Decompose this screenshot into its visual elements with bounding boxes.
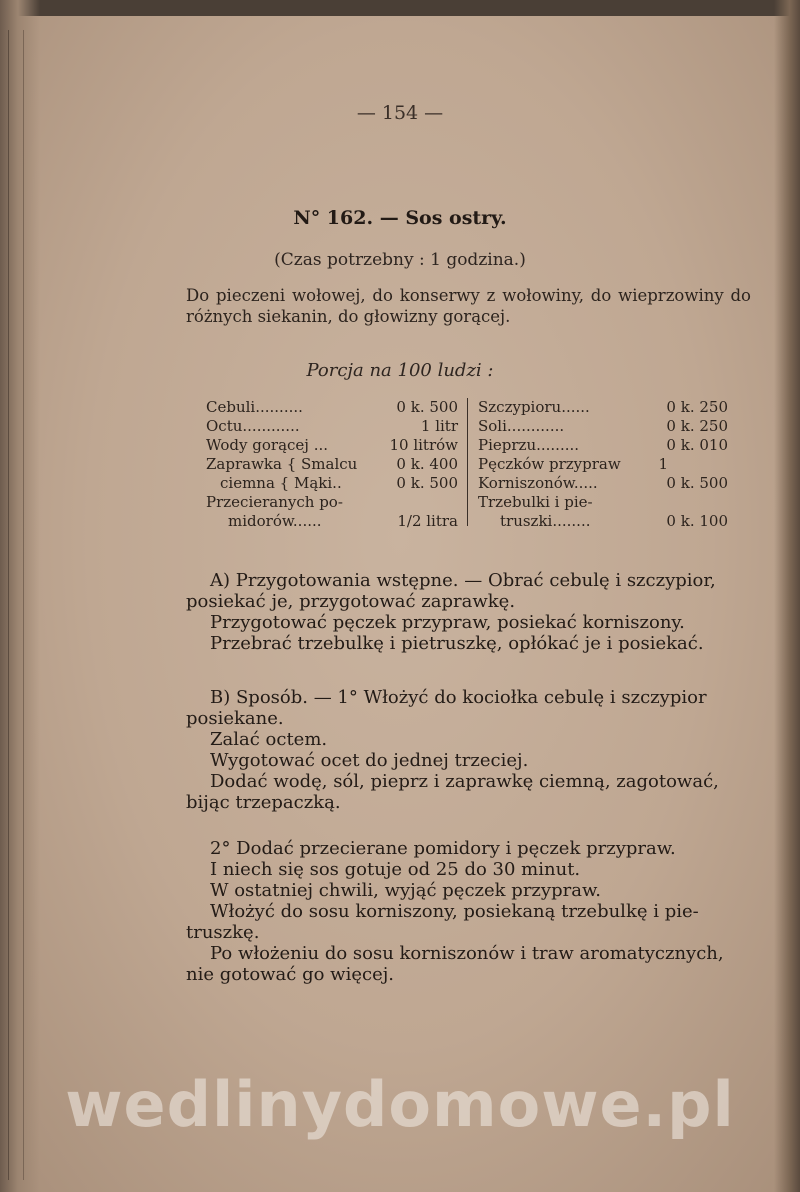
text-line: Dodać wodę, sól, pieprz i zaprawkę ciemną, zagotować,	[210, 771, 719, 792]
ingredient-qty: 0 k. 400	[396, 455, 458, 473]
text-line: Przygotować pęczek przypraw, posiekać korniszony.	[210, 612, 685, 633]
text-line: posiekane.	[186, 708, 284, 729]
ingredient-qty: 0 k. 250	[666, 417, 728, 435]
ingredient-row	[478, 436, 728, 455]
text-line: Zalać octem.	[210, 729, 328, 750]
text-line: bijąc trzepaczką.	[186, 792, 341, 813]
ingredient-name: midorów......	[228, 512, 322, 530]
ingredient-row	[206, 512, 458, 531]
text-line: 2° Dodać przecierane pomidory i pęczek przypraw.	[210, 838, 676, 859]
ingredient-row	[206, 398, 458, 417]
section-method	[186, 687, 746, 813]
ingredient-qty: 0 k. 500	[396, 474, 458, 492]
ingredient-qty: 0 k. 250	[666, 398, 728, 416]
ingredient-qty: 0 k. 100	[666, 512, 728, 530]
ingredient-name: Pęczków przypraw	[478, 455, 621, 473]
ingredients-left-column	[206, 398, 458, 531]
ingredient-name: Szczypioru......	[478, 398, 590, 416]
text-line: I niech się sos gotuje od 25 do 30 minut.	[210, 859, 581, 880]
ingredient-name: Trzebulki i pie-	[478, 493, 593, 511]
ingredient-qty: 0 k. 010	[666, 436, 728, 454]
ingredient-row	[478, 493, 728, 512]
table-divider	[467, 398, 468, 526]
ingredient-qty: 0 k. 500	[666, 474, 728, 492]
text-line: Wygotować ocet do jednej trzeciej.	[210, 750, 529, 771]
text-line: Włożyć do sosu korniszony, posiekaną trzebulkę i pie-	[210, 901, 699, 922]
ingredient-row	[206, 436, 458, 455]
ingredient-name: ciemna { Mąki..	[220, 474, 342, 492]
recipe-title: N° 162. — Sos ostry.	[293, 207, 507, 229]
book-spine	[8, 30, 24, 1180]
ingredient-row	[206, 417, 458, 436]
ingredient-row	[478, 417, 728, 436]
ingredient-name: Cebuli..........	[206, 398, 303, 416]
text-line: nie gotować go więcej.	[186, 964, 395, 985]
page-top-edge	[0, 0, 800, 16]
text-line: W ostatniej chwili, wyjąć pęczek przypraw.	[210, 880, 601, 901]
ingredient-name: truszki........	[500, 512, 591, 530]
page-right-edge	[774, 0, 800, 1192]
ingredient-qty: 10 litrów	[389, 436, 458, 454]
section-preparation	[186, 570, 746, 654]
text-line: B) Sposób. — 1° Włożyć do kociołka cebulę i szczypior	[210, 687, 707, 708]
time-note: (Czas potrzebny : 1 godzina.)	[274, 250, 526, 270]
ingredient-name: Zaprawka { Smalcu	[206, 455, 358, 473]
text-line: posiekać je, przygotować zaprawkę.	[186, 591, 516, 612]
ingredient-qty: 0 k. 500	[396, 398, 458, 416]
ingredient-row	[206, 474, 458, 493]
ingredient-row	[478, 474, 728, 493]
text-line: A) Przygotowania wstępne. — Obrać cebulę i szczypior,	[210, 570, 716, 591]
ingredient-name: Octu............	[206, 417, 300, 435]
portion-heading: Porcja na 100 ludzi :	[306, 360, 494, 381]
section-method-step2	[186, 838, 746, 985]
ingredient-qty: 1 litr	[420, 417, 458, 435]
text-line: Przebrać trzebulkę i pietruszkę, opłókać je i posiekać.	[210, 633, 704, 654]
ingredient-name: Korniszonów.....	[478, 474, 598, 492]
ingredient-name: Pieprzu.........	[478, 436, 580, 454]
site-watermark: wedlinydomowe.pl	[65, 1068, 735, 1141]
ingredient-name: Przecieranych po-	[206, 493, 343, 511]
ingredient-qty: 1/2 litra	[397, 512, 458, 530]
ingredient-row	[478, 512, 728, 531]
ingredients-right-column	[478, 398, 728, 531]
text-line: truszkę.	[186, 922, 260, 943]
ingredient-row	[206, 455, 458, 474]
intro-text: Do pieczeni wołowej, do konserwy z wołowiny, do wieprzowiny do różnych siekanin, do głowizny gorącej.	[186, 286, 751, 326]
ingredient-name: Soli............	[478, 417, 565, 435]
ingredient-name: Wody gorącej ...	[206, 436, 329, 454]
ingredient-row	[206, 493, 458, 512]
ingredient-qty: 1	[658, 455, 668, 473]
ingredient-row	[478, 398, 728, 417]
page-number: — 154 —	[356, 102, 444, 124]
text-line: Po włożeniu do sosu korniszonów i traw aromatycznych,	[210, 943, 724, 964]
ingredient-row	[478, 455, 728, 474]
